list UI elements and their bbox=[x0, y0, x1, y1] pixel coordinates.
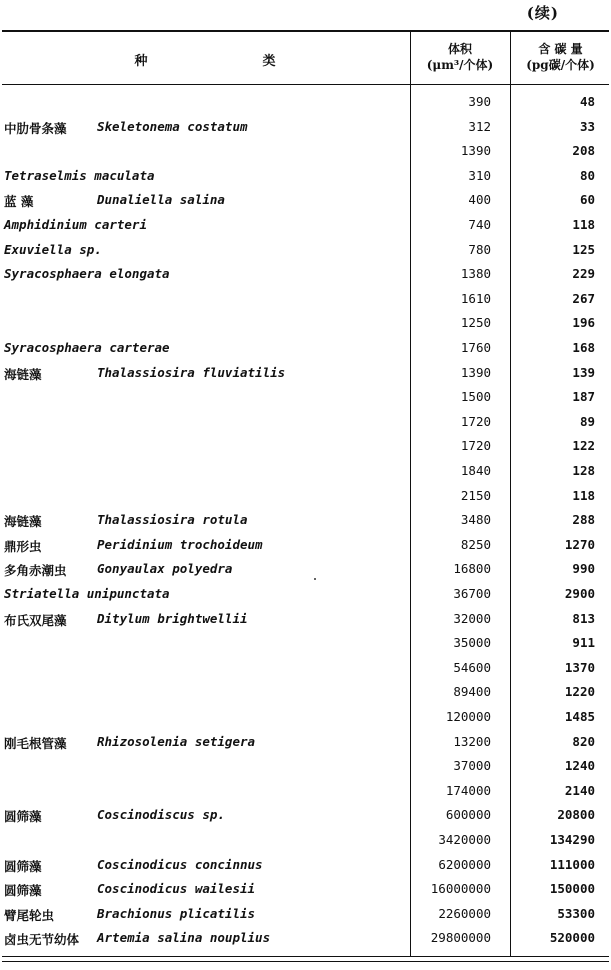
species-header-char-2: 类 bbox=[262, 54, 276, 69]
volume-value: 29800000 bbox=[430, 930, 491, 946]
chinese-name: 多角赤潮虫 bbox=[4, 563, 67, 579]
volume-value: 1760 bbox=[460, 340, 491, 355]
table-row bbox=[0, 902, 611, 926]
carbon-value: 125 bbox=[572, 241, 595, 257]
scientific-name: Gonyaulax polyedra bbox=[97, 561, 233, 577]
scientific-name: Brachionus plicatilis bbox=[97, 905, 256, 921]
table-row bbox=[0, 262, 611, 286]
table-row bbox=[0, 631, 611, 655]
table-row bbox=[0, 877, 611, 901]
carbon-value: 208 bbox=[572, 143, 595, 159]
volume-value: 1610 bbox=[460, 290, 491, 306]
carbon-value: 911 bbox=[572, 635, 595, 651]
volume-value: 2150 bbox=[460, 487, 491, 503]
volume-value: 2260000 bbox=[438, 905, 491, 921]
table-row bbox=[0, 754, 611, 778]
table-row bbox=[0, 705, 611, 729]
volume-value: 89400 bbox=[453, 684, 491, 700]
scientific-name: Striatella unipunctata bbox=[4, 586, 170, 601]
bottom-rule-double bbox=[2, 961, 609, 962]
carbon-value: 168 bbox=[572, 340, 595, 355]
table-row bbox=[0, 557, 611, 581]
chinese-name: 中肋骨条藻 bbox=[4, 120, 67, 136]
chinese-name: 鼎形虫 bbox=[4, 538, 42, 554]
scientific-name: Tetraselmis maculata bbox=[4, 167, 155, 183]
carbon-value: 139 bbox=[572, 364, 595, 380]
volume-value: 310 bbox=[468, 167, 491, 183]
volume-value: 37000 bbox=[453, 758, 491, 774]
table-row bbox=[0, 730, 611, 754]
scientific-name: Coscinodicus concinnus bbox=[97, 856, 263, 872]
table-row bbox=[0, 508, 611, 532]
continued-label: (续) bbox=[526, 4, 559, 22]
volume-header-unit: (μm³/个体) bbox=[426, 58, 494, 72]
carbon-value: 520000 bbox=[549, 930, 595, 946]
scientific-name: Amphidinium carteri bbox=[4, 217, 147, 232]
carbon-value: 128 bbox=[572, 463, 595, 478]
scientific-name: Syracosphaera carterae bbox=[4, 340, 170, 355]
table-row bbox=[0, 582, 611, 606]
table-row bbox=[0, 607, 611, 631]
chinese-name: 圆筛藻 bbox=[4, 809, 42, 825]
table-row bbox=[0, 287, 611, 311]
volume-value: 1720 bbox=[460, 438, 491, 454]
volume-value: 13200 bbox=[453, 733, 491, 749]
volume-value: 740 bbox=[468, 217, 491, 232]
scientific-name: Thalassiosira fluviatilis bbox=[97, 364, 286, 380]
carbon-value: 118 bbox=[572, 217, 595, 232]
carbon-value: 1220 bbox=[564, 684, 595, 700]
volume-value: 16000000 bbox=[430, 881, 491, 897]
volume-value: 400 bbox=[468, 192, 491, 208]
table-row bbox=[0, 188, 611, 212]
table-row bbox=[0, 90, 611, 114]
volume-value: 780 bbox=[468, 241, 491, 257]
carbon-value: 150000 bbox=[549, 881, 595, 897]
carbon-value: 122 bbox=[572, 438, 595, 454]
carbon-value: 89 bbox=[579, 413, 595, 429]
species-column-header bbox=[0, 50, 410, 69]
chinese-name: 蓝 藻 bbox=[4, 194, 34, 210]
scientific-name: Coscinodicus wailesii bbox=[97, 881, 256, 897]
carbon-header-unit: (pg碳/个体) bbox=[526, 58, 595, 72]
scientific-name: Rhizosolenia setigera bbox=[97, 733, 256, 749]
volume-value: 390 bbox=[468, 94, 491, 109]
scientific-name: Peridinium trochoideum bbox=[97, 536, 263, 552]
carbon-column-header bbox=[510, 41, 611, 73]
carbon-value: 118 bbox=[572, 487, 595, 503]
header-rule bbox=[2, 84, 609, 85]
carbon-value: 1485 bbox=[564, 709, 595, 724]
carbon-value: 80 bbox=[579, 167, 595, 183]
carbon-value: 111000 bbox=[549, 856, 595, 872]
scientific-name: Skeletonema costatum bbox=[97, 118, 248, 134]
table-row bbox=[0, 828, 611, 852]
table-row bbox=[0, 926, 611, 950]
carbon-value: 1370 bbox=[564, 659, 595, 675]
volume-value: 600000 bbox=[445, 807, 491, 823]
chinese-name: 布氏双尾藻 bbox=[4, 612, 67, 628]
scientific-name: Coscinodiscus sp. bbox=[97, 807, 225, 823]
volume-value: 1390 bbox=[460, 364, 491, 380]
table-row bbox=[0, 385, 611, 409]
volume-value: 36700 bbox=[453, 586, 491, 601]
table-row bbox=[0, 238, 611, 262]
table-row bbox=[0, 164, 611, 188]
table-row bbox=[0, 803, 611, 827]
chinese-name: 圆筛藻 bbox=[4, 858, 42, 874]
carbon-header-label: 含 碳 量 bbox=[538, 42, 583, 56]
volume-value: 35000 bbox=[453, 635, 491, 651]
table-row bbox=[0, 139, 611, 163]
carbon-value: 990 bbox=[572, 561, 595, 577]
scientific-name: Dunaliella salina bbox=[97, 192, 225, 208]
carbon-value: 33 bbox=[579, 118, 595, 134]
table-row bbox=[0, 779, 611, 803]
volume-value: 120000 bbox=[445, 709, 491, 724]
chinese-name: 卤虫无节幼体 bbox=[4, 932, 80, 948]
volume-value: 312 bbox=[468, 118, 491, 134]
table-row bbox=[0, 361, 611, 385]
chinese-name: 海链藻 bbox=[4, 366, 42, 382]
carbon-value: 187 bbox=[572, 389, 595, 405]
volume-value: 8250 bbox=[460, 536, 491, 552]
volume-value: 174000 bbox=[445, 782, 491, 798]
table-row bbox=[0, 434, 611, 458]
volume-value: 16800 bbox=[453, 561, 491, 577]
carbon-value: 20800 bbox=[557, 807, 595, 823]
scientific-name: Artemia salina nouplius bbox=[97, 930, 271, 946]
table-row bbox=[0, 115, 611, 139]
table-row bbox=[0, 311, 611, 335]
chinese-name: 圆筛藻 bbox=[4, 883, 42, 899]
table-row bbox=[0, 459, 611, 483]
volume-value: 1840 bbox=[460, 463, 491, 478]
table-row bbox=[0, 336, 611, 360]
carbon-value: 288 bbox=[572, 512, 595, 528]
scientific-name: Thalassiosira rotula bbox=[97, 512, 248, 528]
volume-value: 3420000 bbox=[438, 832, 491, 847]
volume-value: 1250 bbox=[460, 315, 491, 331]
bottom-rule bbox=[2, 956, 609, 957]
table-row bbox=[0, 533, 611, 557]
chinese-name: 海链藻 bbox=[4, 514, 42, 530]
carbon-value: 60 bbox=[579, 192, 595, 208]
carbon-value: 48 bbox=[579, 94, 595, 109]
carbon-value: 196 bbox=[572, 315, 595, 331]
volume-header-label: 体积 bbox=[447, 42, 472, 56]
carbon-value: 813 bbox=[572, 610, 595, 626]
carbon-value: 1270 bbox=[564, 536, 595, 552]
species-header-char-1: 种 bbox=[134, 54, 148, 69]
table-row bbox=[0, 680, 611, 704]
top-rule bbox=[2, 30, 609, 32]
volume-value: 3480 bbox=[460, 512, 491, 528]
volume-value: 32000 bbox=[453, 610, 491, 626]
table-row bbox=[0, 853, 611, 877]
stray-dot bbox=[314, 578, 316, 580]
scientific-name: Syracosphaera elongata bbox=[4, 266, 170, 282]
carbon-value: 2900 bbox=[564, 586, 595, 601]
volume-value: 1720 bbox=[460, 413, 491, 429]
carbon-value: 1240 bbox=[564, 758, 595, 774]
table-row bbox=[0, 656, 611, 680]
volume-value: 6200000 bbox=[438, 856, 491, 872]
carbon-value: 53300 bbox=[557, 905, 595, 921]
carbon-value: 229 bbox=[572, 266, 595, 282]
table-row bbox=[0, 410, 611, 434]
scientific-name: Ditylum brightwellii bbox=[97, 610, 248, 626]
carbon-value: 267 bbox=[572, 290, 595, 306]
volume-value: 1380 bbox=[460, 266, 491, 282]
volume-value: 54600 bbox=[453, 659, 491, 675]
table-row bbox=[0, 213, 611, 237]
carbon-value: 2140 bbox=[564, 782, 595, 798]
chinese-name: 臂尾轮虫 bbox=[4, 907, 55, 923]
volume-value: 1390 bbox=[460, 143, 491, 159]
scientific-name: Exuviella sp. bbox=[4, 241, 102, 257]
table-row bbox=[0, 484, 611, 508]
carbon-value: 820 bbox=[572, 733, 595, 749]
volume-value: 1500 bbox=[460, 389, 491, 405]
chinese-name: 刚毛根管藻 bbox=[4, 735, 67, 751]
carbon-value: 134290 bbox=[549, 832, 595, 847]
volume-column-header bbox=[410, 41, 510, 73]
